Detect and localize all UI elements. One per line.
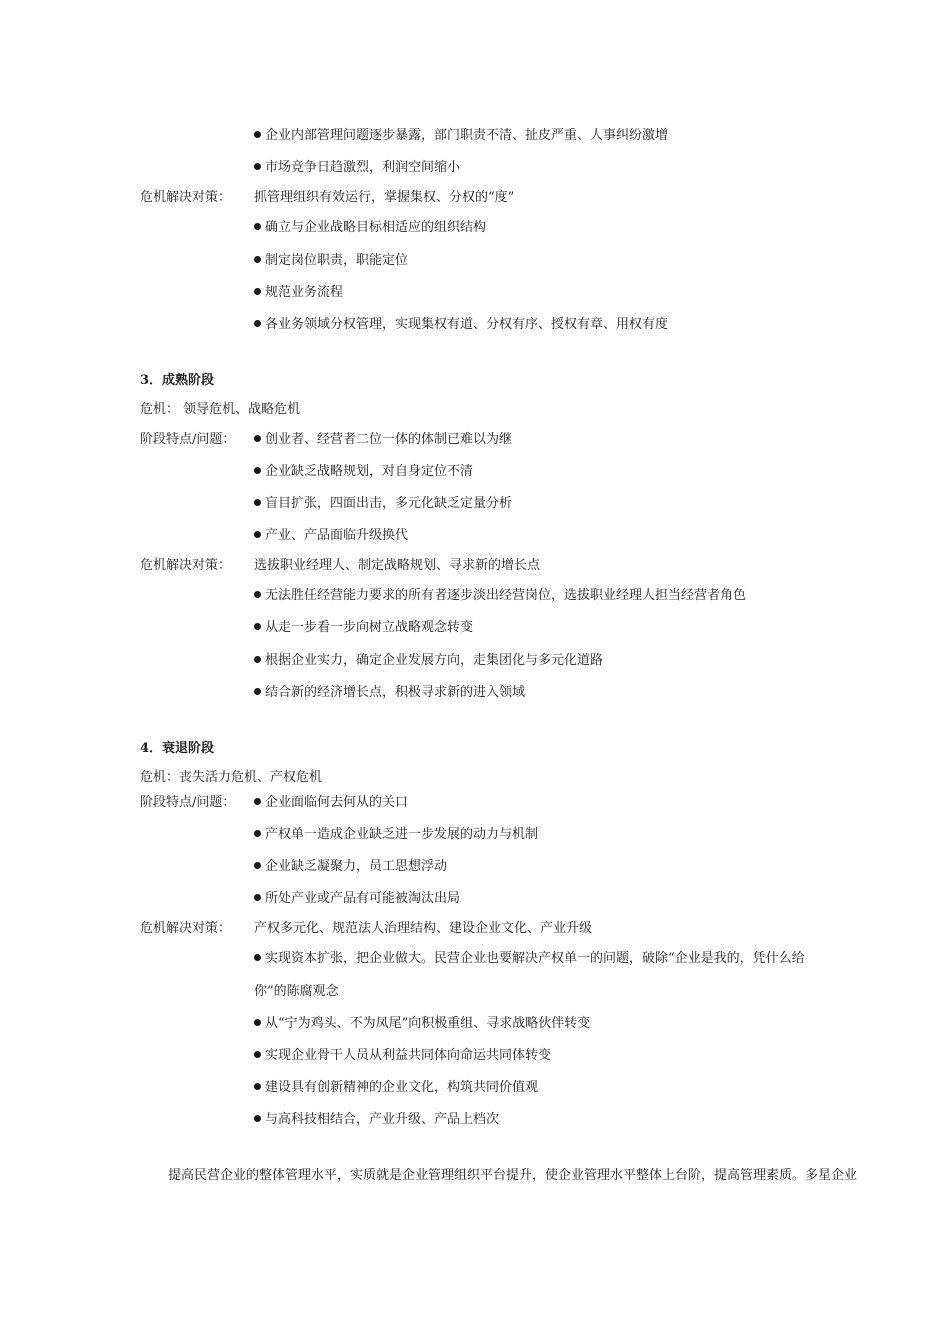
list-item-continuation: 你”的陈腐观念	[254, 984, 339, 999]
bullet-icon	[254, 499, 261, 506]
solution-label: 危机解决对策：	[140, 190, 232, 205]
bullet-icon	[254, 467, 261, 474]
section-heading: 4．衰退阶段	[140, 741, 215, 756]
bullet-icon	[254, 288, 261, 295]
bullet-icon	[254, 894, 261, 901]
bullet-icon	[254, 163, 261, 170]
bullet-icon	[254, 131, 261, 138]
list-item: 企业内部管理问题逐步暴露，部门职责不清、扯皮严重、人事纠纷激增	[254, 128, 668, 144]
list-item: 结合新的经济增长点，积极寻求新的进入领域	[254, 685, 525, 701]
list-item: 从走一步看一步向树立战略观念转变	[254, 620, 473, 636]
bullet-icon	[254, 862, 261, 869]
feature-label: 阶段特点/问题：	[140, 432, 236, 447]
list-item: 实现企业骨干人员从利益共同体向命运共同体转变	[254, 1048, 551, 1064]
list-item: 确立与企业战略目标相适应的组织结构	[254, 220, 486, 236]
crisis-line: 危机：丧失活力危机、产权危机	[140, 770, 323, 785]
list-item: 创业者、经营者二位一体的体制已难以为继	[254, 432, 512, 448]
bullet-icon	[254, 1115, 261, 1122]
solution-label: 危机解决对策：	[140, 921, 232, 936]
bullet-icon	[254, 623, 261, 630]
bullet-icon	[254, 798, 261, 805]
bullet-icon	[254, 688, 261, 695]
list-item: 企业缺乏凝聚力，员工思想浮动	[254, 859, 447, 875]
section-heading: 3．成熟阶段	[140, 373, 215, 388]
list-item: 产业、产品面临升级换代	[254, 528, 408, 544]
list-item: 所处产业或产品有可能被淘汰出局	[254, 891, 460, 907]
list-item: 市场竞争日趋激烈，利润空间缩小	[254, 160, 460, 176]
list-item: 无法胜任经营能力要求的所有者逐步淡出经营岗位，选拔职业经理人担当经营者角色	[254, 588, 746, 604]
list-item: 制定岗位职责，职能定位	[254, 253, 408, 269]
solution-summary: 抓管理组织有效运行，掌握集权、分权的“度”	[254, 190, 515, 205]
bullet-icon	[254, 256, 261, 263]
bullet-icon	[254, 531, 261, 538]
solution-label: 危机解决对策：	[140, 558, 232, 573]
crisis-line: 危机： 领导危机、战略危机	[140, 402, 301, 417]
closing-paragraph: 提高民营企业的整体管理水平，实质就是企业管理组织平台提升，使企业管理水平整体上台阶，提高管理素质。多星企业	[168, 1168, 858, 1183]
solution-summary: 选拔职业经理人、制定战略规划、寻求新的增长点	[254, 558, 541, 573]
list-item: 从“宁为鸡头、不为凤尾”向积极重组、寻求战略伙伴转变	[254, 1016, 590, 1032]
bullet-icon	[254, 320, 261, 327]
list-item: 盲目扩张，四面出击，多元化缺乏定量分析	[254, 496, 512, 512]
list-item: 企业缺乏战略规划，对自身定位不清	[254, 464, 473, 480]
bullet-icon	[254, 656, 261, 663]
solution-summary: 产权多元化、规范法人治理结构、建设企业文化、产业升级	[254, 921, 593, 936]
feature-label: 阶段特点/问题：	[140, 795, 236, 810]
list-item: 实现资本扩张，把企业做大。民营企业也要解决产权单一的问题，破除“企业是我的，凭什么给	[254, 951, 805, 967]
list-item: 与高科技相结合，产业升级、产品上档次	[254, 1112, 499, 1128]
bullet-icon	[254, 435, 261, 442]
bullet-icon	[254, 1051, 261, 1058]
list-item: 产权单一造成企业缺乏进一步发展的动力与机制	[254, 827, 538, 843]
list-item: 各业务领域分权管理，实现集权有道、分权有序、授权有章、用权有度	[254, 317, 668, 333]
bullet-icon	[254, 954, 261, 961]
list-item: 根据企业实力，确定企业发展方向，走集团化与多元化道路	[254, 653, 603, 669]
bullet-icon	[254, 1019, 261, 1026]
list-item: 企业面临何去何从的关口	[254, 795, 408, 811]
bullet-icon	[254, 830, 261, 837]
list-item: 建设具有创新精神的企业文化，构筑共同价值观	[254, 1080, 538, 1096]
list-item: 规范业务流程	[254, 285, 343, 301]
bullet-icon	[254, 591, 261, 598]
bullet-icon	[254, 223, 261, 230]
bullet-icon	[254, 1083, 261, 1090]
